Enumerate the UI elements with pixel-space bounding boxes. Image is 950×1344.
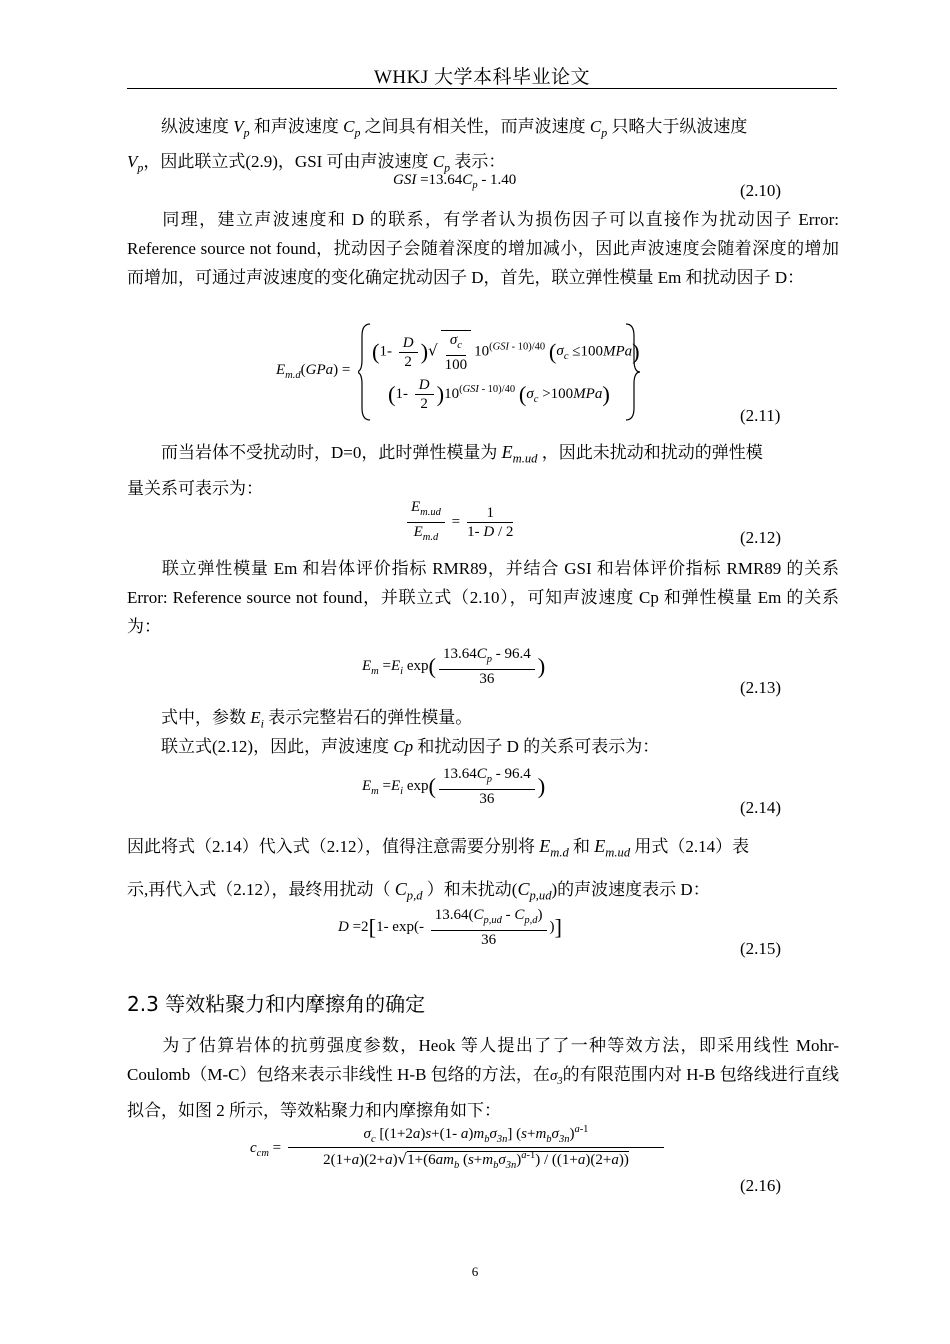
paragraph-8: 为了估算岩体的抗剪强度参数，Heok 等人提出了了一种等效方法，即采用线性 Mohr-Coulomb（M-C）包络来表示非线性 H-B 包络的方法，在$\sigma_3$的有限范围内对 H-B 包络线进行直线拟合，如图 2 所示，等效粘聚力和内摩擦角如下： [127, 1036, 839, 1120]
paragraph-2: 同理，建立声波速度和 D 的联系，有学者认为损伤因子可以直接作为扰动因子 Error: Reference source not found，扰动因子会随着深度的增加减小，因此声波速度会随着深度的增加而增加，可通过声波速度的变化确定扰动因子 D，首先，联立弹性模量 Em 和扰动因子 D： [127, 210, 839, 287]
equation-number-2-10: (2.10) [740, 181, 782, 200]
equation-2-10: GSI $=13.64C_p - 1.40$ [393, 172, 517, 191]
equation-2-11-lhs: $E_{m.d}(GPa)$ = [276, 362, 351, 381]
paragraph-5: 式中，参数 $E_i$ 表示完整岩石的弹性模量。 [161, 708, 473, 731]
equation-number-2-16: (2.16) [740, 1176, 782, 1195]
equation-2-16-lhs: $c_{cm}$ = [250, 1140, 282, 1159]
paragraph-4: 联立弹性模量 Em 和岩体评价指标 RMR89，并结合 GSI 和岩体评价指标 RMR89 的关系Error: Reference source not found，并联立式（2.10），可知声波速度 Cp 和弹性模量 Em 的关系为： [127, 559, 839, 636]
paragraph-6: 联立式(2.12)，因此，声波速度 Cp 和扰动因子 D 的关系可表示为： [161, 737, 660, 756]
equation-2-12: $\frac{E_{m.ud}}{E_{m.d}}$ = $\frac{1}{1- D / 2}$ [404, 498, 520, 547]
paragraph-7: 因此将式（2.14）代入式（2.12），值得注意需要分别将 $E_{m.d}$ 和 $E_{m.ud}$ 用式（2.14）表 示,再代入式（2.12），最终用扰动（ $C_{p,d}$ ）和未扰动$(C_{p,ud})$的声波速度表示 D： [127, 836, 750, 903]
equation-2-15: D =2[1- exp(- $\frac{13.64(C_{p,ud} - C_{p,d})}{36}$ )] [338, 907, 562, 948]
paragraph-1: 纵波速度 $V_p$ 和声波速度 $C_p$ 之间具有相关性，而声波速度 $C_p$ 只略大于纵波速度 $V_p$，因此联立式(2.9)，GSI 可由声波速度 $C_p$ 表示： [127, 117, 748, 175]
equation-number-2-12: (2.12) [740, 528, 782, 547]
equation-2-11-row1: (1- $\frac{D}{2}$ )√ $\frac{\sigma_c}{100}$ $10^{(GSI - 10)/40}$ $(\sigma_c \le 100MPa)$ [372, 332, 640, 373]
equation-2-16-denominator: $2(1+a)(2+a)√1+(6am_b$ $(s+m_b\sigma_{3n})^{a-1}) / ((1+a)(2+a))$ [323, 1150, 629, 1171]
equation-number-2-11: (2.11) [740, 406, 781, 425]
equation-2-13: $E_m =E_i$ exp( $\frac{13.64C_p - 96.4}{36}$ ) [362, 646, 546, 687]
equation-number-2-13: (2.13) [740, 678, 782, 697]
equation-number-2-15: (2.15) [740, 939, 782, 958]
page-header: WHKJ 大学本科毕业论文 [373, 67, 591, 88]
equation-2-16-fraction [288, 1124, 664, 1171]
equation-number-2-14: (2.14) [740, 798, 782, 817]
header-rule [127, 88, 837, 89]
equation-2-16-numerator: $\sigma_c$ [(1+2a)s+(1- $a)m_b\sigma_{3n}$] $(s+m_b\sigma_{3n})^{a-1}$ [288, 1124, 664, 1148]
paragraph-3: 而当岩体不受扰动时，D=0，此时弹性模量为 $E_{m.ud}$ ，因此未扰动和扰动的弹性模 量关系可表示为： [127, 442, 763, 498]
page-number: 6 [471, 1264, 479, 1279]
equation-2-11-row2: (1- $\frac{D}{2}$ )$10^{(GSI - 10)/40}$ $(\sigma_c >100MPa)$ [388, 377, 610, 412]
equation-2-14: $E_m =E_i$ exp( $\frac{13.64C_p - 96.4}{36}$ ) [362, 766, 546, 807]
section-heading-2-3: 2.3 等效粘聚力和内摩擦角的确定 [127, 992, 426, 1016]
